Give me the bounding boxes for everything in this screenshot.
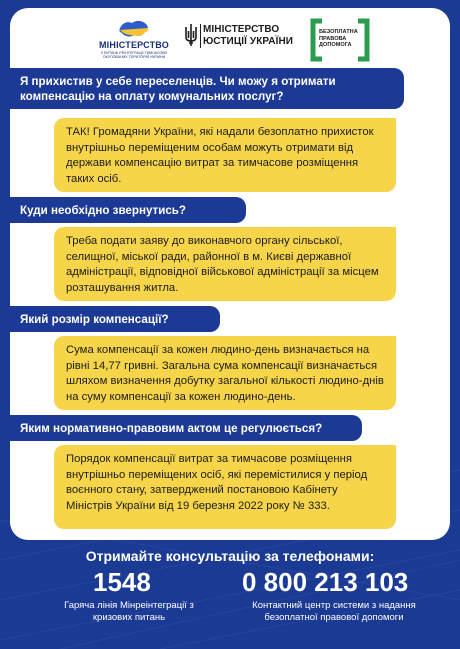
ministry-justice-line2: ЮСТИЦІЇ УКРАЇНИ — [203, 36, 294, 47]
free-legal-aid-logo — [310, 18, 372, 64]
ministry-justice-logo — [184, 18, 302, 58]
faq-card — [10, 8, 450, 540]
ministry-justice-line1: МІНІСТЕРСТВО — [203, 24, 280, 35]
faq-answer-3: Сума компенсації за кожен людино-день визначається на рівні 14,77 гривні. Загальна сума компенсації визначається шляхом визначення добутку загальної кількості людино-днів на суму компенсації за кожен людино-день. — [54, 336, 396, 410]
footer-title: Отримайте консультацію за телефонами: — [85, 548, 375, 564]
faq-answer-1: ТАК! Громадяни України, які надали безоплатно прихисток внутрішньо переміщеним особам можуть отримати від держави компенсацію витрат за тимчасове розміщення таких осіб. — [54, 118, 396, 192]
hotline-caption-legal-aid: Контактний центр системи з надання безоплатної правової допомоги — [252, 600, 416, 623]
hotline-caption-reintegration: Гаряча лінія Мінреінтеграції з кризових питань — [64, 600, 194, 623]
trident-icon — [184, 23, 198, 47]
ukraine-map-icon — [118, 18, 150, 40]
ministry-reintegration-subtitle: З ПИТАНЬ РЕІНТЕГРАЦІЇ ТИМЧАСОВО ОКУПОВАНИХ ТЕРИТОРІЙ УКРАЇНИ — [100, 51, 168, 60]
free-legal-aid-text: БЕЗОПЛАТНА ПРАВОВА ДОПОМОГА — [319, 29, 358, 49]
hotline-number-reintegration: 1548 — [93, 567, 151, 597]
hotline-number-legal-aid: 0 800 213 103 — [242, 567, 409, 597]
faq-question-3: Який розмір компенсації? — [10, 306, 220, 332]
logo-separator — [200, 24, 201, 48]
ministry-reintegration-logo — [88, 18, 180, 66]
faq-answer-4: Порядок компенсації витрат за тимчасове розміщення внутрішньо переміщених осіб, які перемістилися у період воєнного стану, затверджений постановою Кабінету Міністрів України від 19 березня 2022 року № 333. — [54, 445, 396, 529]
faq-question-4: Яким нормативно-правовим актом це регулюється? — [10, 415, 362, 441]
faq-question-2: Куди необхідно звернутись? — [10, 197, 246, 223]
faq-answer-2: Треба подати заяву до виконавчого органу сільської, селищної, міської ради, районної в м. Києві державної адміністрації, відповідної військової адміністрації за місцем розташування житла. — [54, 227, 396, 301]
faq-question-1: Я прихистив у себе переселенців. Чи можу я отримати компенсацію на оплату комунальних послуг? — [10, 68, 404, 109]
ministry-reintegration-name: МІНІСТЕРСТВО — [98, 40, 169, 50]
logo-bar — [10, 8, 450, 68]
